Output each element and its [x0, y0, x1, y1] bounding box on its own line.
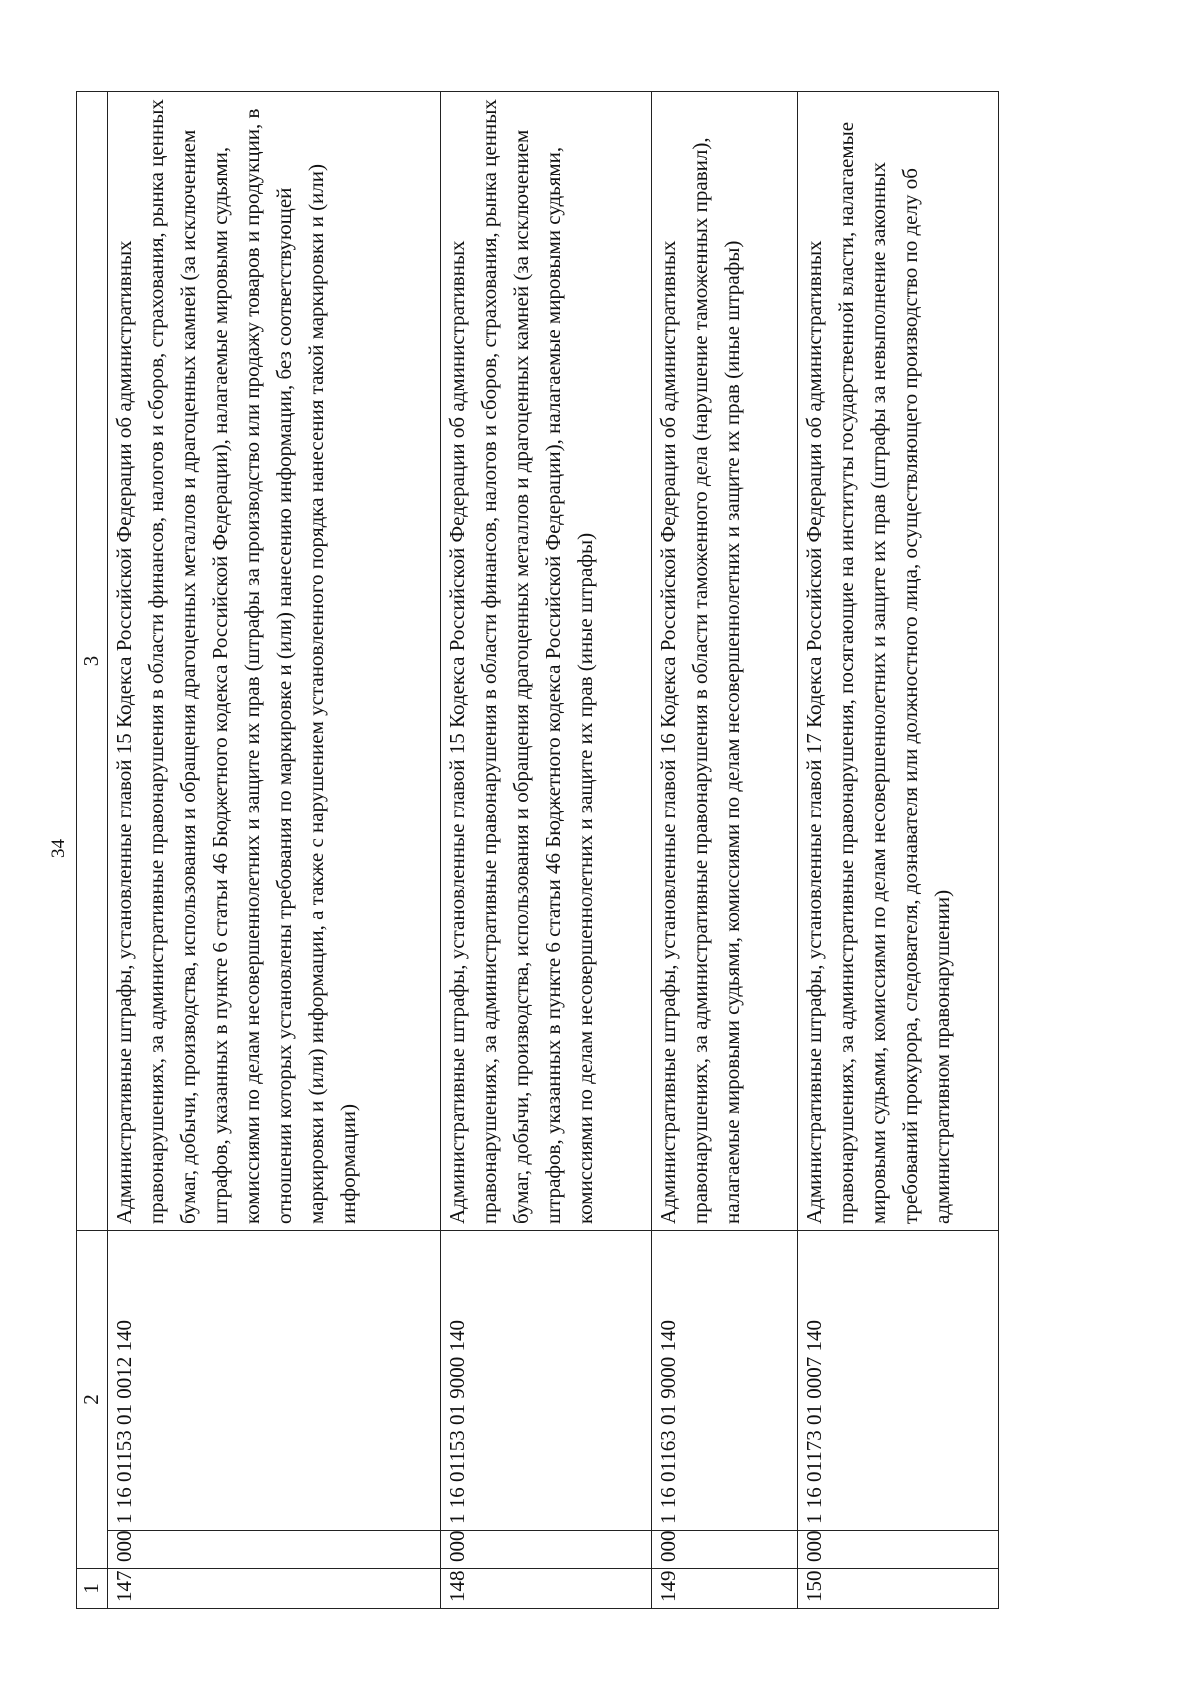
header-col-2: 2	[77, 1231, 108, 1569]
admin-code: 000	[108, 1531, 441, 1569]
budget-code: 1 16 01153 01 0012 140	[108, 1231, 441, 1531]
budget-code: 1 16 01173 01 0007 140	[798, 1231, 999, 1531]
income-name: Административные штрафы, установленные главой 15 Кодекса Российской Федерации об административных правонарушениях, за административные правонарушения в области финансов, налогов и сборов, страхования, рынка ценных бумаг, добычи, производства, использования и обращения драгоценных металлов и драгоценных камней (за исключением штрафов, указанных в пункте 6 статьи 46 Бюджетного кодекса Российской Федерации), налагаемые мировыми судьями, комиссиями по делам несовершеннолетних и защите их прав (штрафы за производство или продажу товаров и продукции, в отношении которых установлены требования по маркировке и (или) нанесению информации, без соответствующей маркировки и (или) информации, а также с нарушением установленного порядка нанесения такой маркировки и (или) информации)	[108, 92, 441, 1231]
table-row	[798, 92, 999, 1609]
row-number: 147	[108, 1569, 441, 1609]
header-col-1: 1	[77, 1569, 108, 1609]
table-header-row	[77, 92, 108, 1609]
row-number: 148	[441, 1569, 652, 1609]
admin-code: 000	[441, 1531, 652, 1569]
header-col-3: 3	[77, 92, 108, 1231]
table-row	[108, 92, 441, 1609]
budget-codes-table	[76, 91, 999, 1609]
table-row	[652, 92, 798, 1609]
budget-code: 1 16 01163 01 9000 140	[652, 1231, 798, 1531]
admin-code: 000	[798, 1531, 999, 1569]
income-name: Административные штрафы, установленные главой 16 Кодекса Российской Федерации об административных правонарушениях, за административные правонарушения в области таможенного дела (нарушение таможенных правил), налагаемые мировыми судьями, комиссиями по делам несовершеннолетних и защите их прав (иные штрафы)	[652, 92, 798, 1231]
table-row	[441, 92, 652, 1609]
page-number: 34	[48, 839, 69, 858]
admin-code: 000	[652, 1531, 798, 1569]
income-name: Административные штрафы, установленные главой 15 Кодекса Российской Федерации об административных правонарушениях, за административные правонарушения в области финансов, налогов и сборов, страхования, рынка ценных бумаг, добычи, производства, использования и обращения драгоценных металлов и драгоценных камней (за исключением штрафов, указанных в пункте 6 статьи 46 Бюджетного кодекса Российской Федерации), налагаемые мировыми судьями, комиссиями по делам несовершеннолетних и защите их прав (иные штрафы)	[441, 92, 652, 1231]
row-number: 150	[798, 1569, 999, 1609]
income-name: Административные штрафы, установленные главой 17 Кодекса Российской Федерации об административных правонарушениях, за административные правонарушения, посягающие на институты государственной власти, налагаемые мировыми судьями, комиссиями по делам несовершеннолетних и защите их прав (штрафы за невыполнение законных требований прокурора, следователя, дознавателя или должностного лица, осуществляющего производство по делу об административном правонарушении)	[798, 92, 999, 1231]
budget-code: 1 16 01153 01 9000 140	[441, 1231, 652, 1531]
row-number: 149	[652, 1569, 798, 1609]
